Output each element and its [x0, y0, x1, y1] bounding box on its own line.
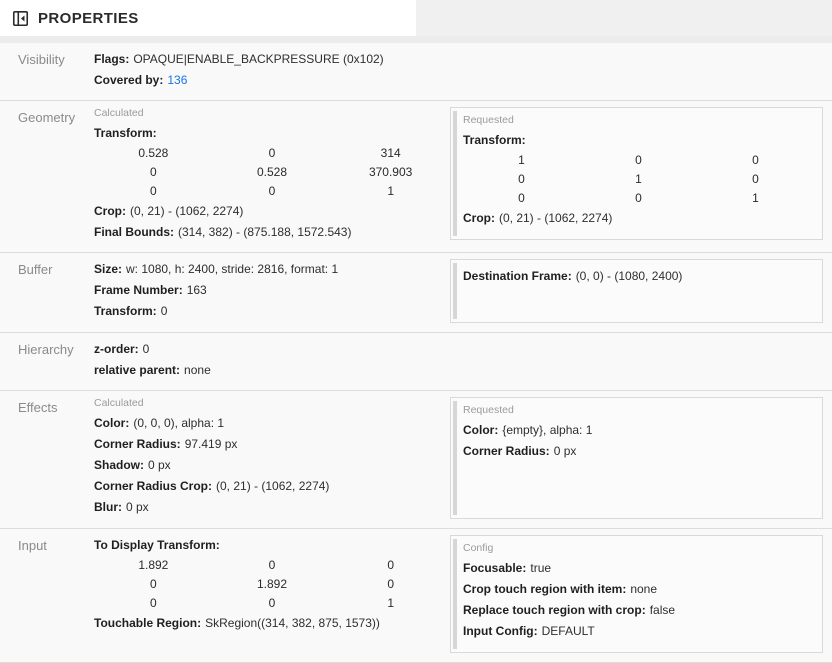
properties-filter-input[interactable] — [416, 0, 832, 36]
z-order-row: z-order: 0 — [94, 342, 150, 356]
crop-row: Crop: (0, 21) - (1062, 2274) — [463, 211, 613, 225]
matrix-cell: 0 — [518, 172, 525, 186]
to-display-transform-matrix — [94, 556, 450, 613]
matrix-cell: 0 — [268, 596, 276, 610]
matrix-cell: 0 — [268, 558, 276, 572]
size-row: Size: w: 1080, h: 2400, stride: 2816, format: 1 — [94, 262, 339, 276]
final-bounds-row: Final Bounds: (314, 382) - (875.188, 1572.543) — [94, 225, 352, 239]
matrix-cell: 0 — [752, 153, 759, 167]
corner-radius-row: Corner Radius: 0 px — [463, 444, 577, 458]
calculated-tag: Calculated — [94, 397, 144, 409]
section-effects — [0, 391, 832, 529]
section-label-input: Input — [18, 538, 47, 553]
color-row: Color: {empty}, alpha: 1 — [463, 423, 593, 437]
input-calculated — [94, 535, 450, 634]
buffer-requested-box — [450, 259, 823, 323]
destination-frame-row: Destination Frame: (0, 0) - (1080, 2400) — [463, 269, 683, 283]
focusable-row: Focusable: true — [463, 561, 552, 575]
section-label-buffer: Buffer — [18, 262, 53, 277]
shadow-row: Shadow: 0 px — [94, 458, 171, 472]
input-config-row: Input Config: DEFAULT — [463, 624, 595, 638]
matrix-cell: 370.903 — [368, 165, 413, 179]
matrix-cell: 0 — [268, 184, 276, 198]
matrix-cell: 1 — [387, 596, 394, 610]
matrix-cell: 1 — [752, 191, 759, 205]
flags-row: Flags: OPAQUE|ENABLE_BACKPRESSURE (0x102) — [94, 52, 384, 66]
blur-row: Blur: 0 px — [94, 500, 149, 514]
matrix-cell: 0 — [518, 191, 525, 205]
covered-by-row: Covered by: 136 — [94, 73, 188, 87]
section-visibility — [0, 43, 832, 101]
color-row: Color: (0, 0, 0), alpha: 1 — [94, 416, 225, 430]
relative-parent-row: relative parent: none — [94, 363, 211, 377]
section-input — [0, 529, 832, 663]
geometry-requested-box — [450, 107, 823, 240]
matrix-cell: 0 — [635, 153, 642, 167]
matrix-cell: 1.892 — [256, 577, 287, 591]
matrix-cell: 0.528 — [138, 146, 169, 160]
transform-row: Transform: — [94, 126, 157, 140]
panel-toggle-icon[interactable] — [11, 9, 30, 28]
transform-row: Transform: 0 — [94, 304, 168, 318]
crop-touch-region-row: Crop touch region with item: none — [463, 582, 658, 596]
transform-matrix — [463, 151, 814, 208]
geometry-calculated — [94, 107, 450, 243]
config-tag: Config — [463, 542, 494, 554]
matrix-cell: 314 — [380, 146, 401, 160]
section-hierarchy — [0, 333, 832, 391]
matrix-cell: 0 — [149, 577, 157, 591]
header-divider — [0, 36, 832, 43]
effects-calculated — [94, 397, 450, 518]
section-label-hierarchy: Hierarchy — [18, 342, 74, 357]
matrix-cell: 1 — [387, 184, 394, 198]
section-label-geometry: Geometry — [18, 110, 76, 125]
crop-row: Crop: (0, 21) - (1062, 2274) — [94, 204, 244, 218]
matrix-cell: 0 — [149, 165, 157, 179]
matrix-cell: 0 — [149, 184, 157, 198]
frame-number-row: Frame Number: 163 — [94, 283, 207, 297]
section-geometry — [0, 101, 832, 253]
corner-radius-crop-row: Corner Radius Crop: (0, 21) - (1062, 2274) — [94, 479, 330, 493]
matrix-cell: 0 — [268, 146, 276, 160]
covered-by-link[interactable]: 136 — [167, 73, 188, 87]
matrix-cell: 0 — [387, 577, 394, 591]
replace-touch-region-row: Replace touch region with crop: false — [463, 603, 676, 617]
section-label-effects: Effects — [18, 400, 58, 415]
matrix-cell: 0 — [387, 558, 394, 572]
touchable-region-row: Touchable Region: SkRegion((314, 382, 875, 1573)) — [94, 616, 380, 630]
matrix-cell: 0 — [149, 596, 157, 610]
requested-tag: Requested — [463, 114, 514, 126]
input-config-box — [450, 535, 823, 653]
matrix-cell: 1.892 — [138, 558, 169, 572]
matrix-cell: 0 — [752, 172, 759, 186]
transform-row: Transform: — [463, 133, 526, 147]
transform-matrix — [94, 144, 450, 201]
properties-panel-header — [0, 0, 832, 36]
requested-tag: Requested — [463, 404, 514, 416]
panel-title: PROPERTIES — [38, 9, 139, 27]
buffer-calculated — [94, 259, 450, 322]
matrix-cell: 0 — [635, 191, 642, 205]
section-label-visibility: Visibility — [18, 52, 65, 67]
to-display-transform-row: To Display Transform: — [94, 538, 220, 552]
matrix-cell: 1 — [635, 172, 642, 186]
section-buffer — [0, 253, 832, 333]
calculated-tag: Calculated — [94, 107, 144, 119]
matrix-cell: 0.528 — [256, 165, 287, 179]
corner-radius-row: Corner Radius: 97.419 px — [94, 437, 238, 451]
matrix-cell: 1 — [518, 153, 525, 167]
effects-requested-box — [450, 397, 823, 519]
